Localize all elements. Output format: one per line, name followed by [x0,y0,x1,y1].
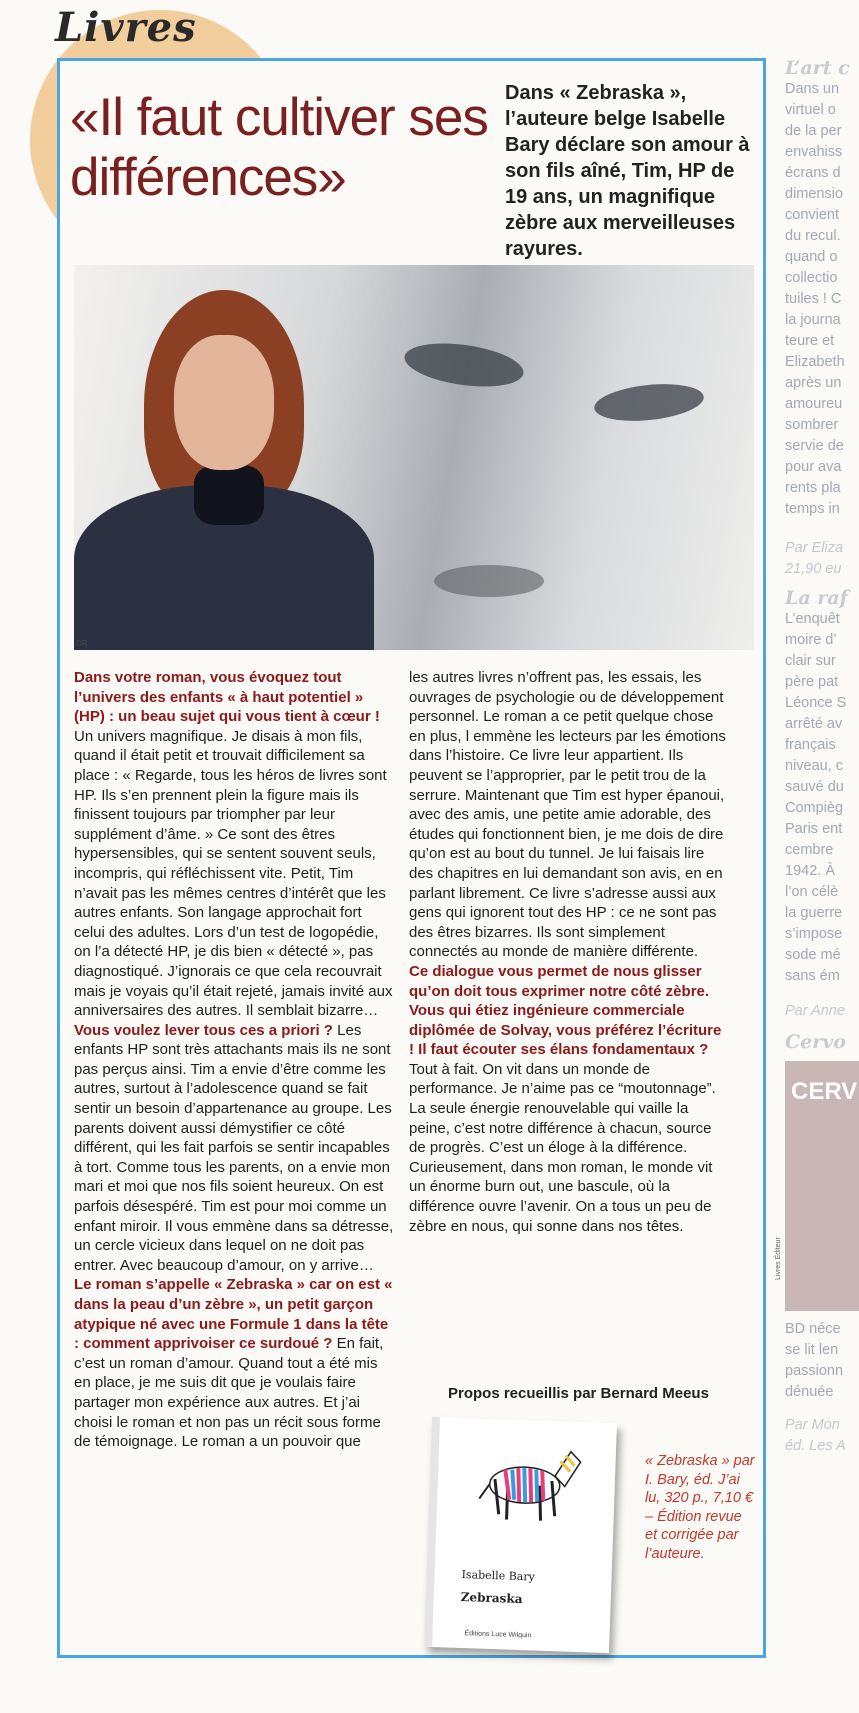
painting-lips [434,565,544,597]
book-publisher: Éditions Luce Wilquin [464,1630,532,1640]
side-line: temps in [785,501,840,517]
side-line: dénuée [785,1384,834,1400]
zebra-illustration [468,1438,591,1532]
side-line: écrans d [785,165,841,181]
side-line: sombrer [785,417,839,433]
side-line: L’enquêt [785,611,840,627]
side-line: arrêté av [785,716,843,732]
side-line: moire d’ [785,632,837,648]
photo-credit: DR [76,639,88,648]
side-line: convient [785,207,840,223]
answer: les autres livres n’offrent pas, les essais, les ouvrages de psychologie ou de développement personnel. Le roman a ce petit quelque chose en plus, l emmène les lecteurs par les émotions dans l’histoire. Ce livre leur appartient. Ils peuvent se l’approprier, par le petit trou de la serrure. Maintenant que Tim est hyper épanoui, avec des amis, une petite amie adorable, des études qui fonctionnent bien, je me dois de dire qu’on est au bout du tunnel. Je lui faisais lire des chapitres en lui demandant son avis, en en parlant librement. Ce livre s’adresse aussi aux gens qui ignorent tout des HP : ce ne sont pas des êtres bizarres. Ils sont simplement connectés au monde de manière différente. [409,669,726,961]
side-book-cover: CERV [785,1061,859,1311]
side-line: 1942. À [785,863,835,879]
author-portrait [74,285,374,650]
side-line: Elizabeth [785,354,845,370]
left-column [74,668,394,1452]
side-line: niveau, c [785,758,844,774]
side-line: Léonce S [785,695,847,711]
side-line: père pat [785,674,839,690]
side-line: sauvé du [785,779,844,795]
side-line: dimensio [785,186,844,202]
side-line: pour ava [785,459,842,475]
book-title: Zebraska [460,1589,523,1607]
interview-signature: Propos recueillis par Bernard Meeus [448,1385,709,1402]
side-line: Dans un [785,81,840,97]
article-title: «Il faut cultiver ses différences» [70,88,488,207]
side-line: du recul. [785,228,841,244]
side-line: Compièg [785,800,844,816]
question: Vous voulez lever tous ces a priori ? [74,1021,333,1039]
side-price: 21,90 eu [785,561,842,577]
answer: En fait, c’est un roman d’amour. Quand tout a été mis en place, je me suis dit que je voulais faire partager mon expérience aux autres. Et j’ai choisi le roman et non pas un récit sous forme de témoignage. Le roman a un pouvoir que [74,1335,384,1451]
side-line: la guerre [785,905,843,921]
side-line: l’on célè [785,884,839,900]
paragraph [409,668,729,962]
side-line: servie de [785,438,844,454]
side-line: clair sur [785,653,836,669]
side-line: Paris ent [785,821,843,837]
side-line: de la per [785,123,842,139]
side-line: se lit len [785,1342,839,1358]
side-line: sans ém [785,968,840,984]
question: Dans votre roman, vous évoquez tout l’univers des enfants « à haut potentiel » (HP) : un beau sujet qui vous tient à cœur ! [74,669,380,726]
book-author: Isabelle Bary [461,1567,536,1584]
question: Le roman s’appelle « Zebraska » car on est « dans la peau d’un zèbre », un petit garçon atypique né avec une Formule 1 dans la tête : comment apprivoiser ce surdoué ? [74,1276,393,1353]
side-line: français [785,737,836,753]
article-dek: Dans « Zebraska », l’auteure belge Isabelle Bary déclare son amour à son fils aîné, Tim, HP de 19 ans, un magnifique zèbre aux merveilleuses rayures. [505,82,750,260]
side-line: après un [785,375,842,391]
side-line: sode mé [785,947,841,963]
paragraph [409,962,729,1236]
side-line: collectio [785,270,838,286]
side-line: la journa [785,312,841,328]
side-line: quand o [785,249,838,265]
paragraph [74,1275,394,1451]
paragraph [74,668,394,1021]
paragraph [74,1021,394,1276]
answer: Les enfants HP sont très attachants mais ils ne sont pas perçus ainsi. Tim a envie d’être comme les autres, surtout à l’adolescence quand se fait sentir un besoin d’appartenance au groupe. Les parents doivent aussi démystifier ce côté différent, qui les fait parfois se sentir incapables à tort. Comme tous les parents, on a envie mon mari et moi que nos fils soient heureux. On est parfois désespéré. Tim est pour moi comme un enfant miroir. Il vous emmène dans sa détresse, un cercle vicieux dans lequel on ne doit pas entrer. Avec beaucoup d’amour, on y arrive… [74,1021,394,1274]
side-line: tuiles ! C [785,291,842,307]
side-line: amoureu [785,396,843,412]
side-byline: Par Eliza [785,540,844,556]
side-line: s’impose [785,926,843,942]
side-line: BD néce [785,1321,841,1337]
side-heading-1: L’art c [785,58,850,79]
side-line: passionn [785,1363,844,1379]
author-turtleneck [194,465,264,525]
side-publisher: éd. Les A [785,1438,846,1454]
answer: Un univers magnifique. Je disais à mon fils, quand il était petit et trouvait difficilement sa place : « Regarde, tous les héros de livres sont HP. Ils s’en prennent plein la figure mais ils finissent toujours par triompher par leur supplément d’âme. » Ce sont des êtres hypersensibles, qui se sentent souvent seuls, incompris, qui réfléchissent vite. Petit, Tim n’avait pas les mêmes centres d’intérêt que les autres enfants. Son langage approchait fort celui des adultes. Lors d’un test de logopédie, on l’a détecté HP, je dis bien « détecté », pas diagnostiqué. J’ignorais ce que cela recouvrait mais je voyais qu’il était rejeté, jamais invité aux anniversaires des autres. Il semblait bizarre… [74,727,393,1020]
book-caption: « Zebraska » par I. Bary, éd. J’ai lu, 320 p., 7,10 € – Édition revue et corrigée par l’auteure. [645,1453,755,1562]
side-line: cembre [785,842,834,858]
question: Ce dialogue vous permet de nous glisser qu’on doit tous exprimer notre côté zèbre. Vous qui étiez ingénieure commerciale diplômée de Solvay, vous préférez l’écriture ! Il faut écouter ses élans fondamentaux ? [409,962,722,1059]
answer: Tout à fait. On vit dans un monde de performance. Je n’aime pas ce “moutonnage”. La seule énergie renouvelable qui vaille la peine, c’est notre différence à chacun, source de progrès. C’est un éloge à la différence. Curieusement, dans mon roman, le monde vit un énorme burn out, une bascule, où la différence ouvre l’avenir. On a tous un peu de zèbre en nous, qui sonne dans nos têtes. [409,1060,716,1235]
right-column [409,668,729,1236]
side-heading-2: La raf [785,587,848,609]
book-cover [424,1417,617,1653]
adjacent-column-cropped [785,58,859,1658]
side-credit: Livres Éditeur [775,1237,782,1280]
section-rubric: Livres [55,4,197,51]
side-line: virtuel o [785,102,836,118]
side-heading-3: Cervo [785,1031,846,1053]
side-line: teure et [785,333,835,349]
side-line: rents pla [785,480,841,496]
author-photo [74,265,754,650]
side-byline: Par Mon [785,1417,840,1433]
side-byline: Par Anne [785,1003,845,1019]
side-line: envahiss [785,144,843,160]
author-face [174,335,274,470]
